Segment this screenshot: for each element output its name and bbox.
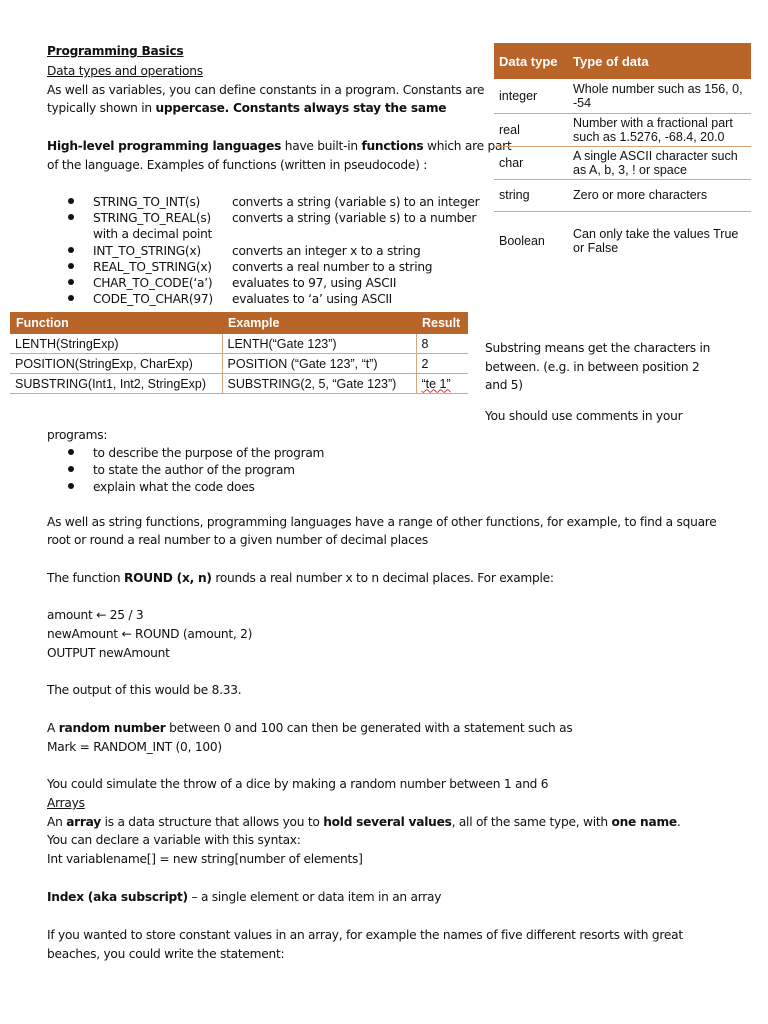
dice-line: You could simulate the throw of a dice by making a random number between 1 and 6 xyxy=(47,777,549,791)
table-cell: char xyxy=(494,146,568,179)
function-name: CODE_TO_CHAR(97) xyxy=(93,292,213,306)
comments-line-2: programs: xyxy=(47,428,108,442)
table-cell: LENTH(“Gate 123”) xyxy=(222,334,416,354)
function-desc: converts a real number to a string xyxy=(232,260,433,274)
substring-note-line-1: Substring means get the characters in xyxy=(485,341,711,355)
store-line-1: If you wanted to store constant values in an array, for example the names of five different resorts with great xyxy=(47,928,683,942)
table-cell: real xyxy=(494,113,568,146)
hll-line-1 xyxy=(47,138,511,154)
table-row xyxy=(10,354,468,374)
arrays-line-1 xyxy=(47,814,681,830)
hll-bold: High-level programming languages xyxy=(47,139,282,153)
arrays-bold: hold several values xyxy=(323,815,452,829)
arrays-text: , all of the same type, with xyxy=(451,815,612,829)
comments-line-1: You should use comments in your xyxy=(485,409,683,423)
substring-note-line-3: and 5) xyxy=(485,378,523,392)
table-row xyxy=(494,113,751,146)
random-bold: random number xyxy=(58,721,166,735)
table-row xyxy=(494,146,751,179)
table-row xyxy=(10,374,468,394)
table-header-row xyxy=(10,312,468,334)
data-types-table xyxy=(494,43,751,271)
arrays-text: is a data structure that allows you to xyxy=(100,815,324,829)
bullet-icon xyxy=(68,483,74,489)
bullet-icon xyxy=(68,263,74,269)
table-row xyxy=(494,79,751,113)
index-bold: Index (aka subscript) xyxy=(47,890,188,904)
code-line: OUTPUT newAmount xyxy=(47,646,170,660)
table-cell: SUBSTRING(Int1, Int2, StringExp) xyxy=(10,374,222,394)
table-cell: Boolean xyxy=(499,234,545,249)
store-line-2: beaches, you could write the statement: xyxy=(47,947,285,961)
bullet-icon xyxy=(68,279,74,285)
arrays-line-3: Int variablename[] = new string[number of elements] xyxy=(47,852,363,866)
column-header: Example xyxy=(222,312,416,334)
intro-text: typically shown in xyxy=(47,101,156,115)
table-cell: Zero or more characters xyxy=(568,179,751,211)
comment-reason: explain what the code does xyxy=(93,480,255,494)
table-cell: string xyxy=(494,179,568,211)
section-heading-data-types: Data types and operations xyxy=(47,64,203,78)
column-header: Data type xyxy=(494,43,568,79)
result-value: “te 1” xyxy=(421,376,451,391)
function-name: REAL_TO_STRING(x) xyxy=(93,260,212,274)
function-name: STRING_TO_INT(s) xyxy=(93,195,201,209)
table-cell: integer xyxy=(494,79,568,113)
intro-line-1: As well as variables, you can define constants in a program. Constants are xyxy=(47,83,485,97)
function-name: INT_TO_STRING(x) xyxy=(93,244,201,258)
column-header: Function xyxy=(10,312,222,334)
substring-note-line-2: between. (e.g. in between position 2 xyxy=(485,360,700,374)
table-row xyxy=(10,334,468,354)
function-desc: evaluates to ‘a’ using ASCII xyxy=(232,292,393,306)
bullet-icon xyxy=(68,247,74,253)
arrays-text: . xyxy=(676,815,681,829)
bullet-icon xyxy=(68,449,74,455)
round-bold: ROUND (x, n) xyxy=(123,571,212,585)
random-text: A xyxy=(47,721,59,735)
round-description xyxy=(47,570,554,586)
hll-text-end: which are part xyxy=(423,139,512,153)
other-functions-line-2: root or round a real number to a given number of decimal places xyxy=(47,533,428,547)
round-text-end: rounds a real number x to n decimal places. For example: xyxy=(211,571,554,585)
index-text: – a single element or data item in an array xyxy=(187,890,442,904)
column-header: Result xyxy=(416,312,468,334)
random-line-1 xyxy=(47,720,572,736)
function-desc: evaluates to 97, using ASCII xyxy=(232,276,397,290)
bullet-icon xyxy=(68,198,74,204)
function-desc: converts an integer x to a string xyxy=(232,244,421,258)
other-functions-line-1: As well as string functions, programming languages have a range of other functions, for example, to find a square xyxy=(47,515,717,529)
arrays-line-2: You can declare a variable with this syntax: xyxy=(47,833,301,847)
function-desc: converts a string (variable s) to a number xyxy=(232,211,477,225)
table-cell: Whole number such as 156, 0, -54 xyxy=(568,79,751,113)
bullet-icon xyxy=(68,466,74,472)
comment-reason: to describe the purpose of the program xyxy=(93,446,325,460)
table-cell: SUBSTRING(2, 5, “Gate 123”) xyxy=(222,374,416,394)
table-row xyxy=(494,211,751,271)
column-header: Type of data xyxy=(568,43,751,79)
arrays-bold: one name xyxy=(611,815,677,829)
bullet-icon xyxy=(68,214,74,220)
bullet-icon xyxy=(68,295,74,301)
string-functions-table xyxy=(10,312,468,394)
intro-line-2 xyxy=(47,100,446,116)
table-cell: 2 xyxy=(416,354,468,374)
table-cell: POSITION(StringExp, CharExp) xyxy=(10,354,222,374)
arrays-heading: Arrays xyxy=(47,796,85,810)
random-line-2: Mark = RANDOM_INT (0, 100) xyxy=(47,740,222,754)
table-cell: A single ASCII character such as A, b, 3, ! or space xyxy=(568,146,751,179)
table-row xyxy=(494,179,751,211)
output-line: The output of this would be 8.33. xyxy=(47,683,242,697)
page-title: Programming Basics xyxy=(47,44,184,58)
function-desc: converts a string (variable s) to an integer xyxy=(232,195,480,209)
table-cell xyxy=(416,374,468,394)
function-name: STRING_TO_REAL(s) xyxy=(93,211,211,225)
arrays-bold: array xyxy=(66,815,101,829)
functions-bold: functions xyxy=(361,139,424,153)
hll-text: have built-in xyxy=(281,139,362,153)
index-definition xyxy=(47,889,441,905)
table-cell: Number with a fractional part such as 1.5276, -68.4, 20.0 xyxy=(568,113,751,146)
table-cell: POSITION (“Gate 123”, “t”) xyxy=(222,354,416,374)
table-cell: LENTH(StringExp) xyxy=(10,334,222,354)
code-line: amount ← 25 / 3 xyxy=(47,608,144,622)
table-cell: Can only take the values True or False xyxy=(573,227,739,256)
arrays-text: An xyxy=(47,815,67,829)
intro-bold: uppercase. Constants always stay the same xyxy=(155,101,447,115)
table-header-row xyxy=(494,43,751,79)
code-line: newAmount ← ROUND (amount, 2) xyxy=(47,627,253,641)
function-desc-cont: with a decimal point xyxy=(93,227,213,241)
round-text: The function xyxy=(47,571,124,585)
comment-reason: to state the author of the program xyxy=(93,463,295,477)
table-cell: 8 xyxy=(416,334,468,354)
hll-line-2: of the language. Examples of functions (written in pseudocode) : xyxy=(47,158,428,172)
random-text-end: between 0 and 100 can then be generated with a statement such as xyxy=(165,721,573,735)
function-name: CHAR_TO_CODE(‘a’) xyxy=(93,276,213,290)
